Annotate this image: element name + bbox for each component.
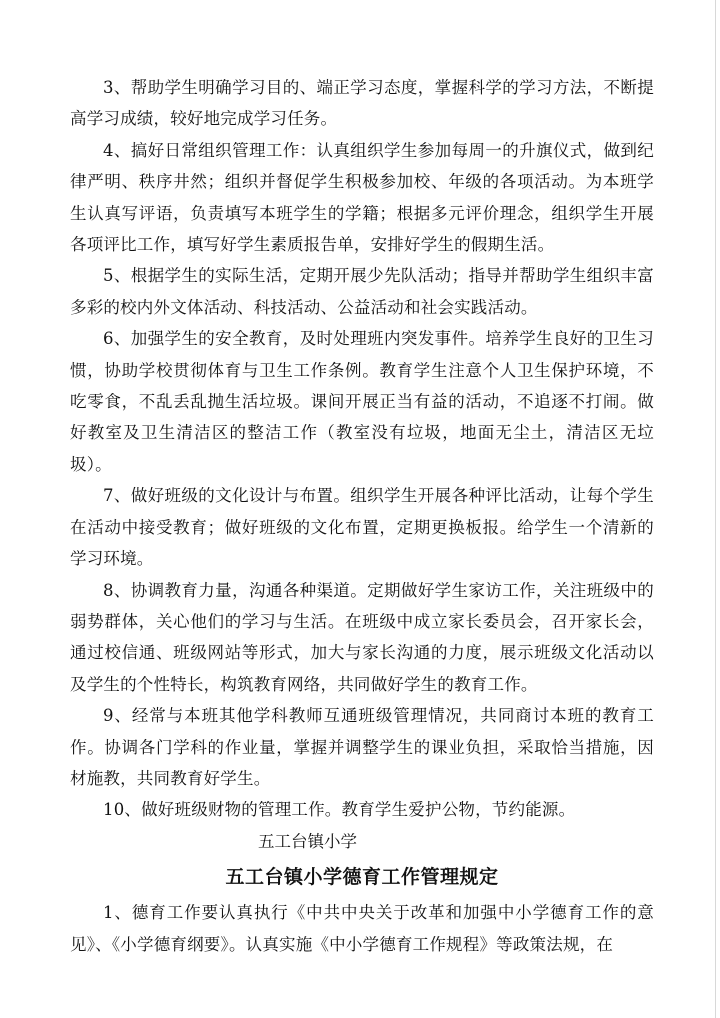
paragraph-item-7: 7、做好班级的文化设计与布置。组织学生开展各种评比活动，让每个学生在活动中接受教育；做好班级的文化布置，定期更换板报。给学生一个清新的学习环境。 (70, 486, 654, 569)
paragraph-item-8: 8、协调教育力量，沟通各种渠道。定期做好学生家访工作，关注班级中的弱势群体，关心他们的学习与生活。在班级中成立家长委员会，召开家长会，通过校信通、班级网站等形式，加大与家长沟通的力度，展示班级文化活动以及学生的个性特长，构筑教育网络，共同做好学生的教育工作。 (70, 580, 654, 694)
paragraph-item-9: 9、经常与本班其他学科教师互通班级管理情况，共同商讨本班的教育工作。协调各门学科的作业量，掌握并调整学生的课业负担，采取恰当措施，因材施教，共同教育好学生。 (70, 706, 654, 788)
section-title: 五工台镇小学德育工作管理规定 (225, 866, 499, 889)
paragraph-item-3: 3、帮助学生明确学习目的、端正学习态度，掌握科学的学习方法，不断提高学习成绩，较好地完成学习任务。 (70, 78, 654, 129)
document-body (70, 72, 654, 960)
page-edge (715, 0, 716, 1018)
paragraph-item-4: 4、搞好日常组织管理工作：认真组织学生参加每周一的升旗仪式，做到纪律严明、秩序井然；组织并督促学生积极参加校、年级的各项活动。为本班学生认真写评语，负责填写本班学生的学籍；根据多元评价理念，组织学生开展各项评比工作，填写好学生素质报告单，安排好学生的假期生活。 (70, 140, 654, 255)
paragraph-item-6: 6、加强学生的安全教育，及时处理班内突发事件。培养学生良好的卫生习惯，协助学校贯彻体育与卫生工作条例。教育学生注意个人卫生保护环境，不吃零食，不乱丢乱抛生活垃圾。课间开展正当有益的活动，不追逐不打闹。做好教室及卫生清洁区的整洁工作（教室没有垃圾，地面无尘土，清洁区无垃圾）。 (70, 329, 654, 474)
paragraph-rule-1: 1、德育工作要认真执行《中共中央关于改革和加强中小学德育工作的意见》、《小学德育纲要》。认真实施《中小学德育工作规程》等政策法规，在 (70, 903, 654, 954)
paragraph-item-10: 10、做好班级财物的管理工作。教育学生爱护公物，节约能源。 (103, 800, 576, 820)
paragraph-item-5: 5、根据学生的实际生活，定期开展少先队活动；指导并帮助学生组织丰富多彩的校内外文体活动、科技活动、公益活动和社会实践活动。 (70, 266, 654, 317)
school-signature: 五工台镇小学 (258, 831, 357, 851)
